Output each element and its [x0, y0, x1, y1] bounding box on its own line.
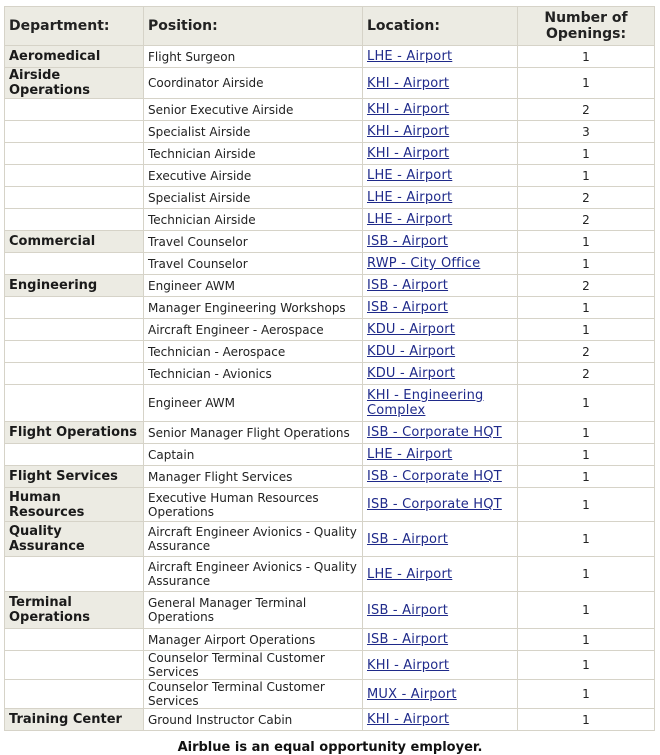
- location-cell: [363, 143, 518, 165]
- openings-count-cell: 1: [518, 422, 655, 444]
- table-row: [5, 709, 655, 731]
- openings-count-cell: 1: [518, 709, 655, 731]
- openings-count-cell: 1: [518, 68, 655, 99]
- department-cell: [5, 209, 144, 231]
- location-cell: [363, 363, 518, 385]
- position-cell: Aircraft Engineer Avionics - Quality Assurance: [144, 522, 363, 557]
- department-cell: [5, 651, 144, 680]
- location-cell: [363, 422, 518, 444]
- position-cell: Manager Engineering Workshops: [144, 297, 363, 319]
- openings-count-cell: 1: [518, 253, 655, 275]
- position-cell: Engineer AWM: [144, 385, 363, 422]
- location-link[interactable]: KHI - Airport: [367, 712, 450, 727]
- position-cell: Aircraft Engineer - Aerospace: [144, 319, 363, 341]
- location-link[interactable]: MUX - Airport: [367, 686, 457, 702]
- position-cell: Ground Instructor Cabin: [144, 709, 363, 731]
- table-row: [5, 319, 655, 341]
- department-cell: [5, 165, 144, 187]
- location-cell: [363, 651, 518, 680]
- header-position: Position:: [144, 7, 363, 46]
- location-link[interactable]: LHE - Airport: [367, 49, 453, 64]
- department-cell: Airside Operations: [5, 68, 144, 99]
- location-cell: [363, 444, 518, 466]
- openings-count-cell: 1: [518, 231, 655, 253]
- table-body: [5, 46, 655, 731]
- location-link[interactable]: LHE - Airport: [367, 168, 453, 183]
- department-cell: [5, 143, 144, 165]
- openings-count-cell: 2: [518, 99, 655, 121]
- department-cell: Flight Operations: [5, 422, 144, 444]
- openings-count-cell: 1: [518, 680, 655, 709]
- department-cell: [5, 385, 144, 422]
- location-link[interactable]: LHE - Airport: [367, 447, 453, 462]
- openings-count-cell: 1: [518, 165, 655, 187]
- location-cell: [363, 557, 518, 592]
- openings-table: [4, 6, 655, 731]
- department-cell: [5, 319, 144, 341]
- location-link[interactable]: KDU - Airport: [367, 366, 456, 381]
- position-cell: Counselor Terminal Customer Services: [144, 651, 363, 680]
- location-link[interactable]: ISB - Airport: [367, 278, 449, 293]
- table-row: [5, 253, 655, 275]
- table-row: [5, 165, 655, 187]
- location-cell: [363, 709, 518, 731]
- table-row: [5, 363, 655, 385]
- location-cell: [363, 121, 518, 143]
- position-cell: Specialist Airside: [144, 121, 363, 143]
- equal-opportunity-statement: Airblue is an equal opportunity employer.: [177, 740, 483, 755]
- position-cell: Travel Counselor: [144, 231, 363, 253]
- location-cell: [363, 46, 518, 68]
- table-row: [5, 341, 655, 363]
- location-cell: [363, 466, 518, 488]
- location-link[interactable]: ISB - Airport: [367, 632, 449, 647]
- location-cell: [363, 680, 518, 709]
- table-row: [5, 651, 655, 680]
- location-link[interactable]: ISB - Airport: [367, 234, 449, 249]
- openings-count-cell: 1: [518, 143, 655, 165]
- table-row: [5, 592, 655, 629]
- openings-count-cell: 1: [518, 319, 655, 341]
- location-link[interactable]: KDU - Airport: [367, 322, 456, 337]
- location-cell: [363, 319, 518, 341]
- location-link[interactable]: ISB - Airport: [367, 531, 449, 547]
- openings-count-cell: 1: [518, 385, 655, 422]
- location-cell: [363, 165, 518, 187]
- location-link[interactable]: LHE - Airport: [367, 212, 453, 227]
- table-row: [5, 522, 655, 557]
- department-cell: [5, 297, 144, 319]
- openings-count-cell: 3: [518, 121, 655, 143]
- position-cell: Technician - Aerospace: [144, 341, 363, 363]
- department-cell: [5, 444, 144, 466]
- location-cell: [363, 275, 518, 297]
- header-department: Department:: [5, 7, 144, 46]
- location-cell: [363, 592, 518, 629]
- openings-count-cell: 1: [518, 488, 655, 522]
- position-cell: Flight Surgeon: [144, 46, 363, 68]
- department-cell: [5, 557, 144, 592]
- department-cell: [5, 363, 144, 385]
- location-link[interactable]: ISB - Corporate HQT: [367, 469, 502, 484]
- header-openings: Number of Openings:: [518, 7, 655, 46]
- table-header-row: [5, 7, 655, 46]
- location-cell: [363, 253, 518, 275]
- position-cell: Executive Airside: [144, 165, 363, 187]
- location-link[interactable]: KHI - Airport: [367, 102, 450, 117]
- location-cell: [363, 297, 518, 319]
- department-cell: Engineering: [5, 275, 144, 297]
- position-cell: Manager Flight Services: [144, 466, 363, 488]
- position-cell: Engineer AWM: [144, 275, 363, 297]
- location-link[interactable]: ISB - Corporate HQT: [367, 497, 502, 512]
- location-cell: [363, 68, 518, 99]
- table-row: [5, 121, 655, 143]
- position-cell: Counselor Terminal Customer Services: [144, 680, 363, 709]
- location-cell: [363, 629, 518, 651]
- table-row: [5, 444, 655, 466]
- table-row: [5, 46, 655, 68]
- location-link[interactable]: KHI - Airport: [367, 146, 450, 161]
- location-link[interactable]: KHI - Airport: [367, 657, 450, 673]
- department-cell: [5, 253, 144, 275]
- department-cell: [5, 99, 144, 121]
- location-link[interactable]: KHI - Airport: [367, 124, 450, 139]
- department-cell: [5, 629, 144, 651]
- position-cell: Technician Airside: [144, 209, 363, 231]
- openings-count-cell: 1: [518, 651, 655, 680]
- position-cell: Executive Human Resources Operations: [144, 488, 363, 522]
- department-cell: [5, 121, 144, 143]
- openings-count-cell: 2: [518, 341, 655, 363]
- table-row: [5, 143, 655, 165]
- department-cell: [5, 341, 144, 363]
- department-cell: [5, 187, 144, 209]
- location-cell: [363, 187, 518, 209]
- location-cell: [363, 231, 518, 253]
- position-cell: Aircraft Engineer Avionics - Quality Assurance: [144, 557, 363, 592]
- table-row: [5, 385, 655, 422]
- table-row: [5, 297, 655, 319]
- location-link[interactable]: KHI - Engineering Complex: [367, 388, 484, 418]
- table-row: [5, 275, 655, 297]
- department-cell: Training Center: [5, 709, 144, 731]
- openings-count-cell: 1: [518, 444, 655, 466]
- openings-count-cell: 1: [518, 46, 655, 68]
- openings-count-cell: 1: [518, 522, 655, 557]
- position-cell: Manager Airport Operations: [144, 629, 363, 651]
- location-cell: [363, 385, 518, 422]
- position-cell: Travel Counselor: [144, 253, 363, 275]
- position-cell: Captain: [144, 444, 363, 466]
- location-link[interactable]: ISB - Airport: [367, 602, 449, 618]
- openings-count-cell: 1: [518, 557, 655, 592]
- openings-count-cell: 1: [518, 297, 655, 319]
- table-row: [5, 99, 655, 121]
- header-location: Location:: [363, 7, 518, 46]
- location-link[interactable]: LHE - Airport: [367, 190, 453, 205]
- table-row: [5, 488, 655, 522]
- openings-count-cell: 2: [518, 209, 655, 231]
- location-link[interactable]: RWP - City Office: [367, 256, 481, 271]
- location-cell: [363, 522, 518, 557]
- position-cell: Technician - Avionics: [144, 363, 363, 385]
- position-cell: Senior Manager Flight Operations: [144, 422, 363, 444]
- table-row: [5, 187, 655, 209]
- openings-count-cell: 2: [518, 363, 655, 385]
- table-row: [5, 557, 655, 592]
- location-link[interactable]: ISB - Airport: [367, 300, 449, 315]
- position-cell: Senior Executive Airside: [144, 99, 363, 121]
- position-cell: Specialist Airside: [144, 187, 363, 209]
- location-cell: [363, 488, 518, 522]
- department-cell: Quality Assurance: [5, 522, 144, 557]
- openings-count-cell: 1: [518, 629, 655, 651]
- department-cell: Terminal Operations: [5, 592, 144, 629]
- openings-count-cell: 2: [518, 275, 655, 297]
- table-row: [5, 422, 655, 444]
- department-cell: Aeromedical: [5, 46, 144, 68]
- location-cell: [363, 99, 518, 121]
- table-row: [5, 629, 655, 651]
- position-cell: General Manager Terminal Operations: [144, 592, 363, 629]
- location-link[interactable]: LHE - Airport: [367, 566, 453, 582]
- location-cell: [363, 341, 518, 363]
- table-row: [5, 466, 655, 488]
- location-link[interactable]: KDU - Airport: [367, 344, 456, 359]
- location-link[interactable]: KHI - Airport: [367, 75, 450, 91]
- location-cell: [363, 209, 518, 231]
- table-row: [5, 68, 655, 99]
- department-cell: Flight Services: [5, 466, 144, 488]
- location-link[interactable]: ISB - Corporate HQT: [367, 425, 502, 440]
- table-row: [5, 209, 655, 231]
- position-cell: Coordinator Airside: [144, 68, 363, 99]
- table-row: [5, 231, 655, 253]
- department-cell: [5, 680, 144, 709]
- department-cell: Human Resources: [5, 488, 144, 522]
- table-row: [5, 680, 655, 709]
- department-cell: Commercial: [5, 231, 144, 253]
- openings-count-cell: 1: [518, 592, 655, 629]
- openings-count-cell: 2: [518, 187, 655, 209]
- position-cell: Technician Airside: [144, 143, 363, 165]
- openings-count-cell: 1: [518, 466, 655, 488]
